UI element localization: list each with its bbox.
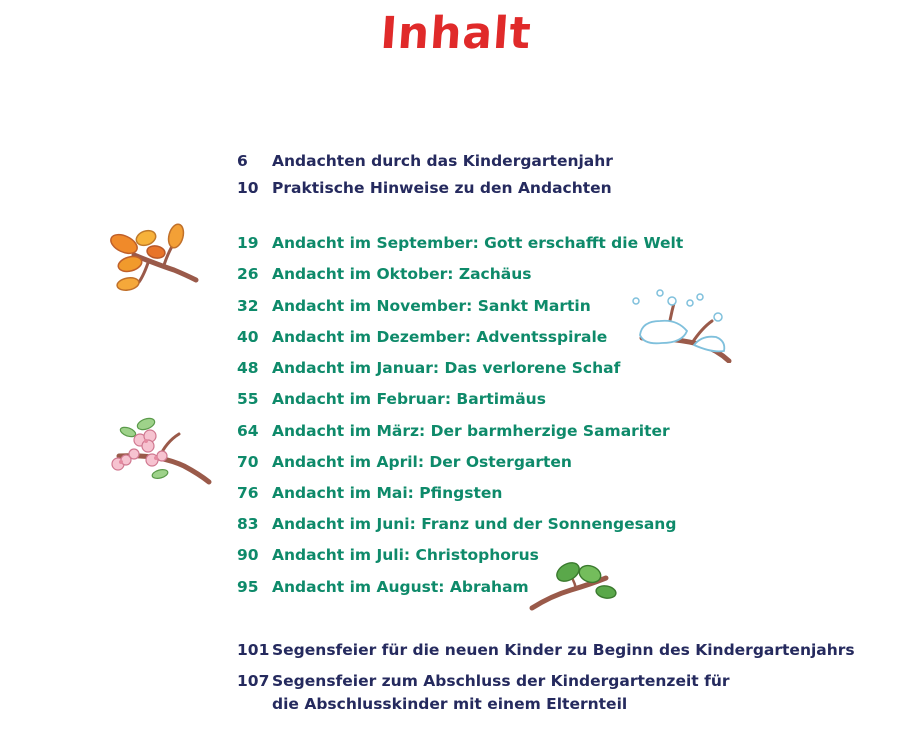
toc-entry[interactable] xyxy=(237,177,857,200)
toc-entry[interactable] xyxy=(237,420,857,443)
blossom-branch-icon xyxy=(104,414,214,486)
page-title: Inhalt xyxy=(378,8,534,59)
toc-entry[interactable] xyxy=(237,263,857,286)
entry-title: Andacht im Januar: Das verlorene Schaf xyxy=(272,359,621,377)
entry-title: Andacht im September: Gott erschafft die Welt xyxy=(272,234,684,252)
page-number: 48 xyxy=(237,359,259,377)
toc-entry[interactable] xyxy=(237,451,857,474)
toc-entry[interactable] xyxy=(237,388,857,411)
entry-title: Segensfeier zum Abschluss der Kindergartenzeit für xyxy=(272,672,730,690)
page-number: 107 xyxy=(237,672,270,690)
entry-title: Andacht im August: Abraham xyxy=(272,578,529,596)
page-number: 10 xyxy=(237,179,259,197)
page-number: 19 xyxy=(237,234,259,252)
page-number: 26 xyxy=(237,265,259,283)
page-number: 40 xyxy=(237,328,259,346)
page-number: 6 xyxy=(237,152,248,170)
toc-entry[interactable] xyxy=(237,232,857,255)
entry-title: Andacht im November: Sankt Martin xyxy=(272,297,591,315)
entry-title: Andacht im April: Der Ostergarten xyxy=(272,453,572,471)
entry-title-continued: die Abschlusskinder mit einem Elternteil xyxy=(272,695,628,713)
toc-entry[interactable] xyxy=(237,357,857,380)
entry-title: Andacht im Oktober: Zachäus xyxy=(272,265,532,283)
toc-entry[interactable] xyxy=(237,482,857,505)
page-number: 76 xyxy=(237,484,259,502)
entry-title: Andacht im Juli: Christophorus xyxy=(272,546,539,564)
entry-title: Andacht im Dezember: Adventsspirale xyxy=(272,328,608,346)
entry-title: Segensfeier für die neuen Kinder zu Beginn des Kindergartenjahrs xyxy=(272,641,855,659)
entry-title: Andacht im Mai: Pfingsten xyxy=(272,484,503,502)
entry-title: Andacht im Juni: Franz und der Sonnengesang xyxy=(272,515,677,533)
toc-entry[interactable] xyxy=(237,150,857,173)
page-number: 95 xyxy=(237,578,259,596)
page-number: 90 xyxy=(237,546,259,564)
page-number: 32 xyxy=(237,297,259,315)
entry-title: Andacht im März: Der barmherzige Samariter xyxy=(272,422,670,440)
page-number: 55 xyxy=(237,390,259,408)
entry-title: Praktische Hinweise zu den Andachten xyxy=(272,179,612,197)
autumn-branch-icon xyxy=(104,220,204,300)
toc-entry[interactable] xyxy=(237,326,857,349)
entry-title: Andachten durch das Kindergartenjahr xyxy=(272,152,613,170)
toc-entry[interactable] xyxy=(237,670,857,716)
page-number: 83 xyxy=(237,515,259,533)
green-leaf-branch-icon xyxy=(526,556,621,612)
toc-entry[interactable] xyxy=(237,513,857,536)
toc-entry[interactable] xyxy=(237,295,857,318)
toc-entry[interactable] xyxy=(237,639,857,662)
page-number: 64 xyxy=(237,422,259,440)
page-number: 101 xyxy=(237,641,270,659)
entry-title: Andacht im Februar: Bartimäus xyxy=(272,390,546,408)
snowy-branch-icon xyxy=(632,283,732,363)
page-number: 70 xyxy=(237,453,259,471)
